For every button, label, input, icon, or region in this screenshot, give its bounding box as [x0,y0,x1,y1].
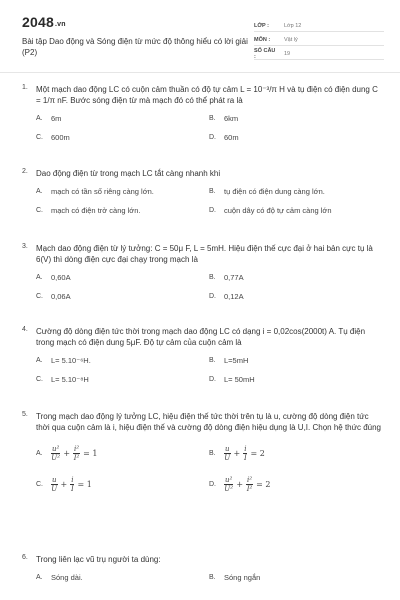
page-title: Bài tập Dao động và Sóng điện từ mức độ thông hiểu có lời giải (P2) [22,37,248,57]
meta-info [254,20,384,62]
option-a[interactable]: A. 6m [36,114,62,123]
option-d[interactable]: D. 60m [209,133,239,142]
page-header [22,14,382,64]
option-c[interactable]: C. $\frac{u}{U}$ + $\frac{i}{I}$ = 1 [36,476,92,493]
option-a[interactable]: A. $\frac{\text{u²}}{\text{U²}}$ + $\frac{\text{i²}}{\text{I²}}$ = 1 [36,445,98,462]
question-2 [22,168,382,215]
option-d[interactable]: D. cuộn dây có độ tự cảm càng lớn [209,206,332,215]
option-b[interactable]: B. 6km [209,114,239,123]
formula: $\frac{u}{U}$ + $\frac{i}{I}$ = 2 [224,445,265,462]
option-b[interactable]: B. $\frac{u}{U}$ + $\frac{i}{I}$ = 2 [209,445,265,462]
question-4 [22,326,382,384]
option-d[interactable]: D. 0,12A [209,292,244,301]
meta-row-question-count: SỐ CÂU : 19 [254,48,384,60]
question-text: Một mạch dao động LC có cuộn cảm thuần có độ tự cảm L = 10⁻³/π H và tụ điện có điện dung C = 1/π nF. Bước sóng điện từ mà mạch đó có thể phát ra là [36,85,378,105]
header-divider [0,72,400,73]
option-b[interactable]: B. 0,77A [209,273,244,282]
question-number: 1. [22,84,28,91]
option-c[interactable]: C. 600m [36,133,70,142]
question-number: 2. [22,168,28,175]
option-a[interactable]: A. Sóng dài. [36,573,83,582]
question-number: 6. [22,554,28,561]
question-number: 4. [22,326,28,333]
question-number: 3. [22,243,28,250]
option-a[interactable]: A. L= 5.10⁻⁶H. [36,356,91,365]
option-a[interactable]: A. mạch có tần số riêng càng lớn. [36,187,154,196]
question-text: Dao động điện từ trong mạch LC tắt càng nhanh khi [36,169,221,178]
option-c[interactable]: C. L= 5.10⁻⁸H [36,375,89,384]
question-3 [22,243,382,301]
question-6 [22,554,382,582]
question-text: Trong liên lạc vũ trụ người ta dùng: [36,555,161,564]
question-number: 5. [22,411,28,418]
question-text: Cường độ dòng điện tức thời trong mạch dao động LC có dạng i = 0,02cos(2000t) A. Tụ điện trong mạch có điện dung 5μF. Độ tự cảm của cuộn cảm là [36,327,366,347]
question-5 [22,411,382,493]
site-logo[interactable]: 2048.vn [22,14,66,30]
formula: $\frac{u}{U}$ + $\frac{i}{I}$ = 1 [51,476,92,493]
meta-row-subject: MÔN : Vật lý [254,34,384,46]
meta-row-class: LỚP : Lớp 12 [254,20,384,32]
question-1 [22,84,382,142]
formula: $\frac{\text{u²}}{\text{U²}}$ + $\frac{\text{i²}}{\text{I²}}$ = 1 [51,445,98,462]
option-d[interactable]: D. $\frac{\text{u²}}{\text{U²}}$ + $\frac{\text{i²}}{\text{I²}}$ = 2 [209,476,271,493]
option-b[interactable]: B. tụ điện có điện dung càng lớn. [209,187,325,196]
option-c[interactable]: C. mạch có điện trở càng lớn. [36,206,141,215]
option-c[interactable]: C. 0,06A [36,292,71,301]
option-b[interactable]: B. Sóng ngắn [209,573,261,582]
formula: $\frac{\text{u²}}{\text{U²}}$ + $\frac{\text{i²}}{\text{I²}}$ = 2 [224,476,271,493]
option-a[interactable]: A. 0,60A [36,273,71,282]
option-b[interactable]: B. L=5mH [209,356,249,365]
question-text: Trong mạch dao động lý tưởng LC, hiệu điện thế tức thời trên tụ là u, cường độ dòng điện tức thời qua cuộn cảm là i, hiệu điện thế và cường độ dòng điện hiệu dụng là U,I. Chọn hệ thức đúng [36,412,381,432]
option-d[interactable]: D. L= 50mH [209,375,255,384]
question-text: Mạch dao động điện từ lý tưởng: C = 50μ F, L = 5mH. Hiệu điện thế cực đại ở hai bản cực tụ là 6(V) thì dòng điện cực đại chạy trong mạch là [36,244,373,264]
